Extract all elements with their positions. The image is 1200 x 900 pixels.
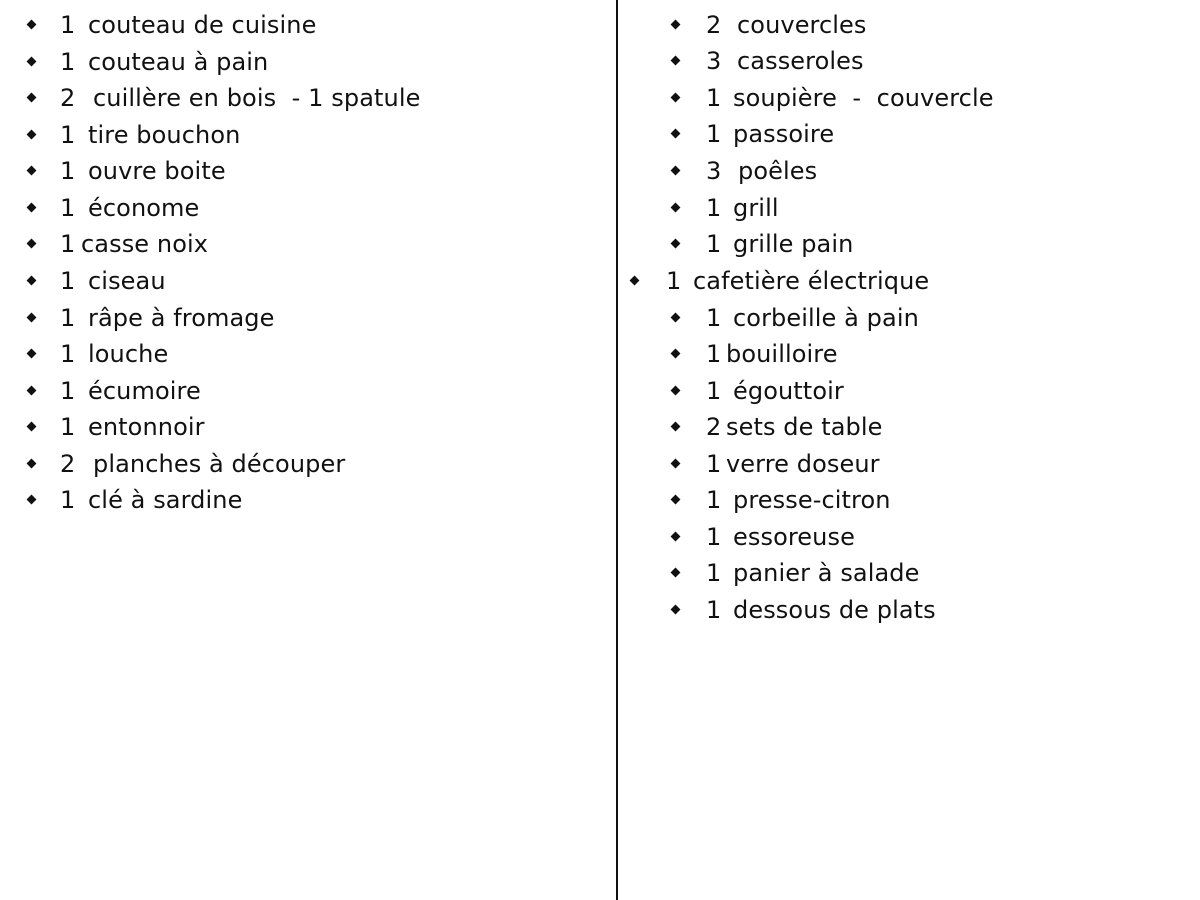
diamond-bullet-icon	[671, 313, 681, 323]
item-label: louche	[88, 340, 169, 368]
list-item	[0, 44, 269, 80]
diamond-bullet-icon	[27, 386, 37, 396]
item-quantity: 1	[60, 194, 76, 222]
list-item	[0, 409, 205, 445]
diamond-bullet-icon	[27, 166, 37, 176]
list-item	[620, 409, 883, 445]
item-quantity: 1	[60, 48, 76, 76]
list-item	[620, 116, 835, 152]
diamond-bullet-icon	[27, 313, 37, 323]
diamond-bullet-icon	[671, 568, 681, 578]
diamond-bullet-icon	[27, 203, 37, 213]
item-quantity: 1	[60, 121, 76, 149]
list-item	[620, 482, 891, 518]
diamond-bullet-icon	[27, 495, 37, 505]
list-item	[620, 519, 855, 555]
item-label: économe	[88, 194, 200, 222]
item-quantity: 1	[666, 267, 682, 295]
item-quantity: 2	[706, 413, 722, 441]
item-label: couteau à pain	[88, 48, 269, 76]
diamond-bullet-icon	[671, 166, 681, 176]
diamond-bullet-icon	[27, 459, 37, 469]
item-quantity: 1	[706, 559, 722, 587]
list-item	[620, 373, 844, 409]
list-item	[0, 80, 421, 116]
diamond-bullet-icon	[671, 129, 681, 139]
item-label: tire bouchon	[88, 121, 241, 149]
item-label: casseroles	[737, 47, 864, 75]
diamond-bullet-icon	[27, 130, 37, 140]
list-item	[0, 117, 241, 153]
item-label: sets de table	[726, 413, 883, 441]
item-label: casse noix	[81, 230, 209, 258]
list-item	[0, 190, 200, 226]
diamond-bullet-icon	[27, 276, 37, 286]
item-quantity: 1	[706, 340, 722, 368]
item-quantity: 1	[60, 486, 76, 514]
list-item	[0, 446, 346, 482]
item-label: clé à sardine	[88, 486, 243, 514]
diamond-bullet-icon	[671, 93, 681, 103]
diamond-bullet-icon	[671, 203, 681, 213]
item-quantity: 1	[60, 377, 76, 405]
diamond-bullet-icon	[27, 20, 37, 30]
item-quantity: 1	[60, 340, 76, 368]
list-item	[0, 153, 226, 189]
item-quantity: 1	[60, 230, 76, 258]
item-quantity: 1	[706, 120, 722, 148]
list-item	[620, 43, 864, 79]
diamond-bullet-icon	[27, 239, 37, 249]
list-item	[620, 7, 867, 43]
item-quantity: 3	[706, 47, 722, 75]
diamond-bullet-icon	[27, 57, 37, 67]
list-item	[620, 263, 930, 299]
list-item	[0, 482, 243, 518]
list-item	[620, 592, 936, 628]
list-item	[0, 226, 209, 262]
item-quantity: 1	[60, 267, 76, 295]
list-item	[620, 153, 818, 189]
diamond-bullet-icon	[671, 349, 681, 359]
item-quantity: 1	[706, 450, 722, 478]
item-label: poêles	[738, 157, 818, 185]
item-label: râpe à fromage	[88, 304, 275, 332]
list-item	[620, 190, 779, 226]
diamond-bullet-icon	[671, 495, 681, 505]
diamond-bullet-icon	[27, 349, 37, 359]
item-label: égouttoir	[733, 377, 844, 405]
item-label: bouilloire	[726, 340, 838, 368]
item-quantity: 1	[60, 304, 76, 332]
list-item	[620, 555, 920, 591]
item-label: soupière - couvercle	[733, 84, 994, 112]
item-label: panier à salade	[733, 559, 920, 587]
item-quantity: 3	[706, 157, 722, 185]
item-quantity: 1	[706, 523, 722, 551]
item-label: planches à découper	[93, 450, 346, 478]
list-item	[0, 373, 201, 409]
item-label: dessous de plats	[733, 596, 936, 624]
item-quantity: 1	[706, 230, 722, 258]
diamond-bullet-icon	[671, 605, 681, 615]
item-label: couteau de cuisine	[88, 11, 317, 39]
item-label: couvercles	[737, 11, 867, 39]
diamond-bullet-icon	[671, 532, 681, 542]
item-label: corbeille à pain	[733, 304, 919, 332]
item-label: grille pain	[733, 230, 854, 258]
item-quantity: 1	[60, 157, 76, 185]
item-quantity: 2	[60, 450, 76, 478]
list-item	[620, 80, 994, 116]
item-label: ouvre boite	[88, 157, 226, 185]
item-quantity: 1	[60, 11, 76, 39]
item-quantity: 2	[60, 84, 76, 112]
item-quantity: 1	[706, 596, 722, 624]
list-item	[0, 7, 317, 43]
diamond-bullet-icon	[671, 386, 681, 396]
list-item-clipped	[620, 0, 666, 6]
item-label: écumoire	[88, 377, 201, 405]
list-item	[0, 263, 166, 299]
list-item	[620, 300, 919, 336]
item-quantity: 1	[706, 377, 722, 405]
list-item	[620, 336, 838, 372]
item-quantity: 1	[706, 194, 722, 222]
item-quantity: 1	[706, 304, 722, 332]
item-label: cafetière électrique	[693, 267, 930, 295]
list-item-clipped	[0, 0, 46, 6]
column-divider	[616, 0, 618, 900]
item-label: entonnoir	[88, 413, 205, 441]
item-label: grill	[733, 194, 779, 222]
list-item	[0, 336, 169, 372]
diamond-bullet-icon	[671, 459, 681, 469]
item-label: cuillère en bois - 1 spatule	[93, 84, 421, 112]
diamond-bullet-icon	[671, 20, 681, 30]
diamond-bullet-icon	[630, 276, 640, 286]
list-item	[620, 226, 854, 262]
item-label: essoreuse	[733, 523, 855, 551]
diamond-bullet-icon	[27, 93, 37, 103]
item-quantity: 1	[706, 84, 722, 112]
item-quantity: 1	[706, 486, 722, 514]
item-label: ciseau	[88, 267, 166, 295]
list-item	[0, 300, 275, 336]
diamond-bullet-icon	[671, 239, 681, 249]
list-item	[620, 446, 880, 482]
item-label: presse-citron	[733, 486, 891, 514]
diamond-bullet-icon	[671, 56, 681, 66]
diamond-bullet-icon	[671, 422, 681, 432]
diamond-bullet-icon	[27, 422, 37, 432]
item-quantity: 2	[706, 11, 722, 39]
item-quantity: 1	[60, 413, 76, 441]
item-label: passoire	[733, 120, 835, 148]
item-label: verre doseur	[726, 450, 880, 478]
